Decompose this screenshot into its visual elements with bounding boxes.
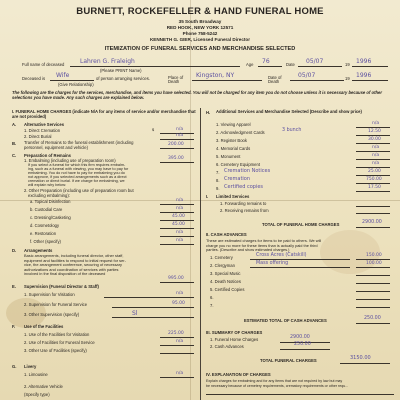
amount-field	[356, 167, 390, 168]
additional-item-5: 5. Monument	[216, 154, 241, 159]
marker-b: B.	[12, 141, 17, 146]
amount-field	[356, 275, 390, 276]
amount-field	[356, 206, 390, 207]
amount-field	[356, 213, 390, 214]
amount-field	[356, 259, 390, 260]
year-prefix: 19	[345, 62, 350, 67]
relationship-field	[50, 80, 94, 81]
amount-line-7: 25.00	[368, 169, 381, 174]
marker-i: I.	[206, 194, 209, 199]
year-field	[352, 66, 388, 67]
facilities-item-3: 3. Other Use of Facilities (specify)	[24, 348, 87, 353]
cash-item-5: 5. Certified Copies	[210, 287, 245, 292]
limited-item-1: 1. Forwarding remains to	[220, 201, 267, 206]
funeral-home-title: BURNETT, ROCKEFELLER & HAND FUNERAL HOME	[76, 6, 324, 17]
alt-item-2: 2. Direct Burial	[24, 134, 52, 139]
amount-restoration: n/a	[176, 230, 184, 235]
cash-hw-cemetery: Cross Acres (Catskill)	[256, 253, 307, 258]
amount-field	[356, 299, 390, 300]
amount-field	[160, 212, 194, 213]
amount-field	[356, 127, 390, 128]
cash-total-value: 250.00	[364, 316, 381, 321]
amount-facilities-funeral: n/a	[176, 339, 184, 344]
amount-field	[356, 151, 390, 152]
prep-sub-a: a. Topical Disinfection	[30, 199, 71, 204]
marker-c: C.	[12, 153, 17, 158]
year-prefix-2: 19	[345, 76, 350, 81]
handwritten-line-9: Certified copies	[224, 184, 264, 190]
date-label: Date	[286, 62, 295, 67]
amount-field	[160, 228, 194, 229]
amount-field	[356, 143, 390, 144]
summary-item-1: 1. Funeral Home Charges	[210, 337, 259, 342]
amount-other-prep: n/a	[176, 238, 184, 243]
cash-intro-line: These are estimated charges for items to be paid to others. We will	[206, 238, 322, 243]
amount-field	[340, 363, 390, 364]
relationship-value: Wife	[56, 72, 70, 79]
prep-line: excluding embalming):	[28, 193, 70, 198]
additional-item-7: 7.	[216, 170, 220, 175]
explanation-line: Explain charges for embalming and for any items that are not required by law but may	[206, 379, 343, 383]
limited-title: Limited Services	[216, 194, 250, 199]
arrangements-line: authorizations and coordination of services with parties	[24, 266, 119, 272]
cash-description-field	[250, 259, 350, 260]
alt-item-1: 1. Direct Cremation	[24, 128, 61, 133]
amount-field	[160, 162, 194, 163]
transfer-title: Transfer of Remains to the funeral establishment (including personnel, equipment and vehicle)	[24, 140, 134, 150]
year-value-2: 1996	[356, 72, 372, 79]
place-of-death-label: Place of Death	[168, 75, 184, 85]
livery-item-2: 2. Alternative Vehicle	[24, 384, 63, 389]
prep-sub-d: d. Cosmetology	[30, 223, 60, 228]
arrangements-line: vice, the arrangement conference, securing of necessary	[24, 262, 122, 267]
arrangements-line: Basic arrangements, including funeral director, other staff,	[24, 253, 124, 258]
additional-item-3: 3. Register Book	[216, 138, 247, 143]
amount-field	[160, 345, 194, 346]
amount-field	[160, 244, 194, 245]
summary-cash-advances: 250.00	[294, 342, 311, 347]
amount-field	[160, 236, 194, 237]
date-of-death-value: 05/07	[298, 72, 316, 79]
cash-hw-clergyman: Mass offering	[256, 261, 289, 266]
ack-note: 3 bunch	[282, 128, 302, 133]
amount-field	[356, 323, 390, 324]
prep-line: ing, such as a funeral with viewing, you may have to pay for	[28, 167, 129, 171]
amount-field	[356, 283, 390, 284]
amount-field	[356, 291, 390, 292]
place-field	[192, 80, 262, 81]
summary-item-2: 2. Cash Advances	[210, 344, 244, 349]
prep-line: cremation or direct burial. If we charge for embalming, we	[28, 179, 125, 183]
additional-title: Additional Services and Merchandise Selected (Describe and show price)	[216, 109, 362, 114]
prep-sub-f: f. Other (specify)	[30, 239, 61, 244]
prep-line: 2. Other Preparation (including use of preparation room but	[24, 188, 134, 193]
supervision-title: Supervision (Funeral Director & Staff)	[24, 284, 99, 289]
limited-item-2: 2. Receiving remains from	[220, 208, 269, 213]
marker-g: G.	[12, 364, 17, 369]
cash-item-3: 3. Special Music	[210, 271, 241, 276]
amount-field	[356, 135, 390, 136]
amount-arrangements: 995.00	[168, 276, 184, 281]
year-field-2	[352, 80, 388, 81]
date-of-death-field	[290, 80, 344, 81]
amount-field	[160, 220, 194, 221]
supervision-item-3: 3. Other Supervision (specify)	[24, 312, 80, 317]
age-value: 76	[262, 58, 270, 65]
supervision-item-1: 1. Supervision for Visitation	[24, 292, 75, 297]
prep-sub-b: b. Custodial Care	[30, 207, 63, 212]
amount-supervision-visitation: n/a	[176, 291, 184, 296]
arrangements-line: involved in the final disposition of the deceased	[24, 271, 106, 276]
amount-field	[356, 227, 390, 228]
full-name-value: Lahren G. Fraleigh	[80, 58, 135, 65]
additional-item-8: 8.	[216, 178, 220, 183]
cash-intro-line: charge you no more for these items than is actually paid the third	[206, 242, 318, 248]
date-field	[298, 66, 342, 67]
amount-field	[356, 191, 390, 192]
year-value: 1996	[356, 58, 372, 65]
phone-line: Phone 758-5242	[182, 31, 218, 36]
amount-topical: n/a	[176, 198, 184, 203]
arranging-label: of person arranging services.	[96, 76, 150, 81]
relationship-hint: (Give Relationship)	[58, 82, 94, 87]
amount-cosmetology: 45.00	[172, 222, 185, 227]
amount-field	[160, 282, 194, 283]
column-divider	[200, 108, 201, 400]
additional-item-9: 9.	[216, 186, 220, 191]
place-value: Kingston, NY	[196, 72, 235, 79]
cash-item-4: 4. Death Notices	[210, 279, 241, 284]
amount-cemetery-equipment: n/a	[372, 161, 380, 166]
explanation-line: be necessary because of cemetery requirements, crematory requirements or other requ...	[206, 384, 349, 388]
cash-amount-cemetery: 150.00	[366, 253, 382, 258]
livery-item-3: (Specify type)	[24, 392, 50, 397]
explanation-field	[206, 394, 394, 395]
deceased-label: Deceased is	[22, 76, 46, 81]
grand-total-value: 3150.00	[350, 355, 371, 361]
cash-intro-line: parties. (Describe and show estimated charges.)	[206, 247, 290, 252]
additional-item-6: 6. Cemetery Equipment	[216, 162, 260, 167]
amount-direct-burial: n/a	[176, 133, 184, 138]
additional-item-4: 4. Memorial Cards	[216, 146, 251, 151]
marker-a: A.	[12, 122, 17, 127]
amount-field	[160, 148, 194, 149]
cash-item-2: 2. Clergyman	[210, 263, 235, 268]
amount-facilities-visitation: 225.00	[168, 331, 184, 336]
marker-e: E.	[12, 284, 16, 289]
grand-total-label: TOTAL FUNERAL CHARGES	[260, 358, 317, 363]
date-of-death-label: Date of Death	[268, 75, 282, 85]
amount-embalming: 395.00	[168, 156, 184, 161]
cash-item-1: 1. Cemetery	[210, 255, 233, 260]
cash-description-field	[250, 267, 350, 268]
marker-d: D.	[12, 248, 17, 253]
print-hint: (Please PRINT Name)	[100, 68, 142, 73]
explanation-title: IV. EXPLANATION OF CHARGES	[206, 372, 271, 377]
prep-line: If you select a funeral for which this firm requires embalm-	[28, 163, 126, 167]
age-field	[258, 66, 282, 67]
amount-field	[112, 317, 194, 318]
additional-item-2: 2. Acknowledgment Cards	[216, 130, 265, 135]
amount-line-8: 750.00	[366, 177, 382, 182]
amount-field	[356, 307, 390, 308]
amount-field	[160, 204, 194, 205]
handwritten-line-7: Cremation Notices	[224, 168, 271, 174]
marker-h: H.	[206, 110, 211, 115]
prep-sub-c: c. Dressing/Casketing	[30, 215, 71, 220]
form-section-title: ITEMIZATION OF FUNERAL SERVICES AND MERCHANDISE SELECTED	[104, 46, 296, 52]
facilities-title: Use of the Facilities	[24, 324, 64, 329]
cash-total-label: ESTIMATED TOTAL OF CASH ADVANCES	[244, 318, 327, 323]
cash-item-7: 7.	[210, 303, 214, 308]
handwritten-line-8: Cremation	[224, 176, 251, 182]
amount-viewing: n/a	[372, 121, 380, 126]
age-label: Age	[246, 62, 254, 67]
director-line: KENNETH G. GIER, Licensed Funeral Director	[149, 37, 251, 42]
prep-title: Preparation of Remains	[24, 153, 72, 158]
amount-field	[356, 183, 390, 184]
amount-register: 30.00	[368, 137, 381, 142]
prep-line: not approve, if you selected arrangements such as a direct	[28, 175, 127, 179]
facilities-item-1: 1. Use of the Facilities for Visitation	[24, 332, 90, 337]
full-name-field	[70, 66, 240, 67]
amount-monument: n/a	[372, 153, 380, 158]
address-line-2: RED HOOK, NEW YORK 12571	[166, 25, 234, 30]
amount-direct-cremation: n/a	[176, 127, 184, 132]
amount-field	[280, 349, 330, 350]
amount-transfer: 200.00	[168, 142, 184, 147]
prep-line: 1. Embalming (including use of preparation room)	[24, 158, 116, 163]
livery-item-1: 1. Limousine	[24, 372, 48, 377]
amount-field	[356, 175, 390, 176]
arrangements-line: equipment and facilities to respond to initial request for ser-	[24, 257, 126, 263]
amount-field	[104, 297, 194, 298]
amount-dressing: 45.00	[172, 214, 185, 219]
summary-title: III. SUMMARY OF CHARGES	[206, 330, 263, 335]
full-name-label: Full name of deceased	[22, 62, 65, 67]
amount-limousine: n/a	[176, 371, 184, 376]
prep-line: embalming. You do not have to pay for embalming you do	[28, 171, 125, 175]
marker-f: F.	[12, 324, 16, 329]
supervision-item-2: 2. Supervision for Funeral Service	[24, 302, 88, 307]
additional-item-1: 1. Viewing Apparel	[216, 122, 251, 127]
amount-field	[356, 159, 390, 160]
amount-ack: 12.50	[368, 129, 381, 134]
prep-sub-e: e. Restoration	[30, 231, 57, 236]
amount-memorial: n/a	[372, 145, 380, 150]
cash-amount-clergyman: 100.00	[366, 261, 382, 266]
currency-sign: $	[152, 128, 155, 132]
livery-title: Livery	[24, 364, 37, 369]
amount-field	[356, 267, 390, 268]
amount-field	[160, 353, 194, 354]
total-funeral-home-label: TOTAL OF FUNERAL HOME CHARGES	[262, 222, 340, 227]
address-line-1: 35 South Broadway	[178, 19, 222, 24]
amount-line-9: 17.50	[368, 185, 381, 190]
facilities-item-2: 2. Use of Facilities for Funeral Service	[24, 340, 95, 345]
cash-item-6: 6.	[210, 295, 214, 300]
paper-fold	[190, 0, 191, 400]
amount-field	[160, 139, 194, 140]
handwritten-other: Sl	[132, 310, 138, 317]
arrangements-title: Arrangements	[24, 248, 53, 253]
section-i-title: I. FUNERAL HOME CHARGES (indicate N/A for any items of service and/or merchandise that are not provided)	[12, 109, 196, 119]
date-value: 05/07	[306, 58, 324, 65]
amount-field	[160, 337, 194, 338]
amount-field	[160, 377, 194, 378]
total-funeral-home-value: 2900.00	[362, 220, 382, 225]
intro-paragraph: The following are the charges for the services, merchandise, and items you have selected. You will not be charged for any item you do not choose unless it is necessary because of other selections you have made. Any such charges are explained below.	[12, 90, 383, 100]
prep-line: will explain why below:	[28, 183, 67, 187]
amount-custodial: n/a	[176, 206, 184, 211]
alt-services-title: Alternative Services	[24, 122, 65, 127]
amount-supervision-funeral: 95.00	[172, 301, 185, 306]
cash-advances-title: II. CASH ADVANCES	[206, 232, 247, 237]
summary-funeral-home: 2900.00	[290, 335, 310, 340]
amount-field	[112, 307, 194, 308]
